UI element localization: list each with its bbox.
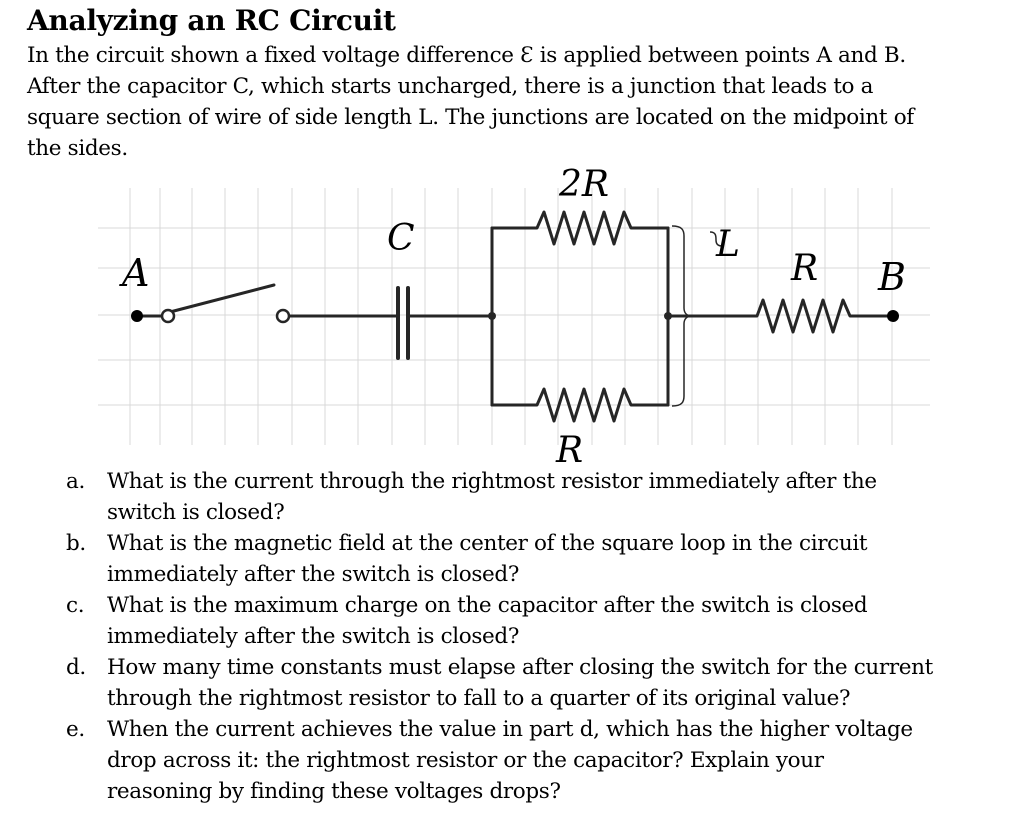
- question-letter: c.: [66, 593, 85, 618]
- statement-line: square section of wire of side length L. The junctions are located on the midpoint of: [27, 105, 914, 130]
- question-item: [66, 590, 1016, 652]
- resistor-r-right: [668, 300, 893, 332]
- question-letter: b.: [66, 531, 86, 556]
- question-text: When the current achieves the value in part d, which has the higher voltage: [107, 717, 913, 742]
- label-2r: 2R: [559, 164, 610, 205]
- question-letter: a.: [66, 469, 85, 494]
- question-text: What is the maximum charge on the capacitor after the switch is closed: [107, 593, 868, 618]
- question-text: drop across it: the rightmost resistor or the capacitor? Explain your: [107, 748, 824, 773]
- terminal-a-dot: [131, 310, 143, 322]
- question-text: switch is closed?: [107, 500, 285, 525]
- circuit-diagram: [0, 160, 1024, 470]
- junction-left: [488, 312, 496, 320]
- statement-line: After the capacitor C, which starts uncharged, there is a junction that leads to a: [27, 74, 874, 99]
- label-r-right: R: [791, 248, 819, 289]
- problem-statement: [27, 40, 1007, 164]
- label-l: L: [716, 224, 740, 265]
- statement-line: the sides.: [27, 136, 128, 161]
- question-text: immediately after the switch is closed?: [107, 624, 520, 649]
- question-letter: d.: [66, 655, 86, 680]
- resistor-2r: [492, 212, 668, 244]
- resistor-r-bottom: [492, 389, 668, 421]
- question-text: How many time constants must elapse after closing the switch for the current: [107, 655, 933, 680]
- switch-contact-right: [277, 310, 289, 322]
- question-list: [66, 466, 1016, 807]
- question-item: [66, 652, 1016, 714]
- label-a: A: [122, 251, 150, 295]
- question-text: immediately after the switch is closed?: [107, 562, 520, 587]
- label-c: C: [387, 218, 415, 259]
- question-text: What is the magnetic field at the center of the square loop in the circuit: [107, 531, 868, 556]
- question-item: [66, 528, 1016, 590]
- switch-contact-left: [162, 310, 174, 322]
- label-b: B: [878, 255, 906, 299]
- page-title: Analyzing an RC Circuit: [27, 4, 396, 37]
- question-item: [66, 714, 1016, 807]
- question-text: What is the current through the rightmost resistor immediately after the: [107, 469, 877, 494]
- question-letter: e.: [66, 717, 85, 742]
- question-text: through the rightmost resistor to fall to a quarter of its original value?: [107, 686, 851, 711]
- terminal-b-dot: [887, 310, 899, 322]
- question-item: [66, 466, 1016, 528]
- label-r-bottom: R: [556, 430, 584, 470]
- statement-line: In the circuit shown a fixed voltage difference Ɛ is applied between points A and B.: [27, 43, 906, 68]
- question-text: reasoning by finding these voltages drops?: [107, 779, 561, 804]
- junction-right: [664, 312, 672, 320]
